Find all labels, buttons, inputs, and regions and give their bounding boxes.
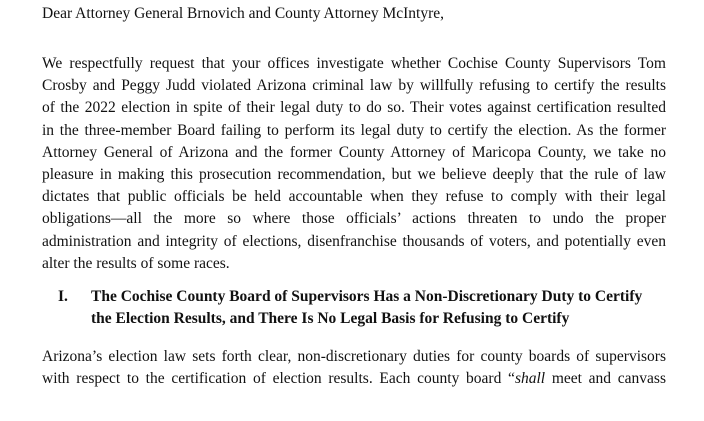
paragraph-line: We respectfully request that your offices investigate whether Cochise County Supervisors Tom: [42, 55, 666, 72]
paragraph-line: in the three-member Board failing to perform its legal duty to certify the election. As the former: [42, 121, 666, 139]
section-title-line: the Election Results, and There Is No Legal Basis for Refusing to Certify: [91, 310, 570, 327]
paragraph-line: pleasure in making this prosecution recommendation, but we believe deeply that the rule of law: [42, 166, 666, 184]
paragraph-line: Arizona’s election law sets forth clear, non-discretionary duties for county boards of supervisors: [42, 348, 666, 365]
paragraph-line: of the 2022 election in spite of their legal duty to do so. Their votes against certification resulted: [42, 99, 666, 117]
salutation: Dear Attorney General Brnovich and County Attorney McIntyre,: [42, 5, 445, 22]
paragraph-line: alter the results of some races.: [42, 254, 230, 272]
law-paragraph: [42, 346, 666, 390]
section-number: I.: [58, 288, 68, 305]
text-segment: with respect to the certification of election results. Each county board “: [42, 370, 515, 388]
paragraph-line: administration and integrity of elections, disenfranchise thousands of voters, and potentially even: [42, 232, 666, 250]
emphasis-text: shall: [514, 370, 546, 388]
paragraph-line: Attorney General of Arizona and the former County Attorney of Maricopa County, we take no: [42, 143, 666, 161]
paragraph-line: obligations—all the more so where those officials’ actions threaten to undo the proper: [42, 210, 666, 228]
request-paragraph: [42, 53, 666, 275]
paragraph-line: Crosby and Peggy Judd violated Arizona criminal law by willfully refusing to certify the results: [42, 77, 666, 95]
text-segment: meet and canvass: [545, 370, 666, 388]
section-title-line: The Cochise County Board of Supervisors Has a Non-Discretionary Duty to Certify: [91, 288, 643, 305]
section-title: [91, 286, 681, 330]
paragraph-line: [42, 368, 666, 390]
paragraph-line: dictates that public officials be held accountable when they refuse to comply with their legal: [42, 188, 666, 206]
